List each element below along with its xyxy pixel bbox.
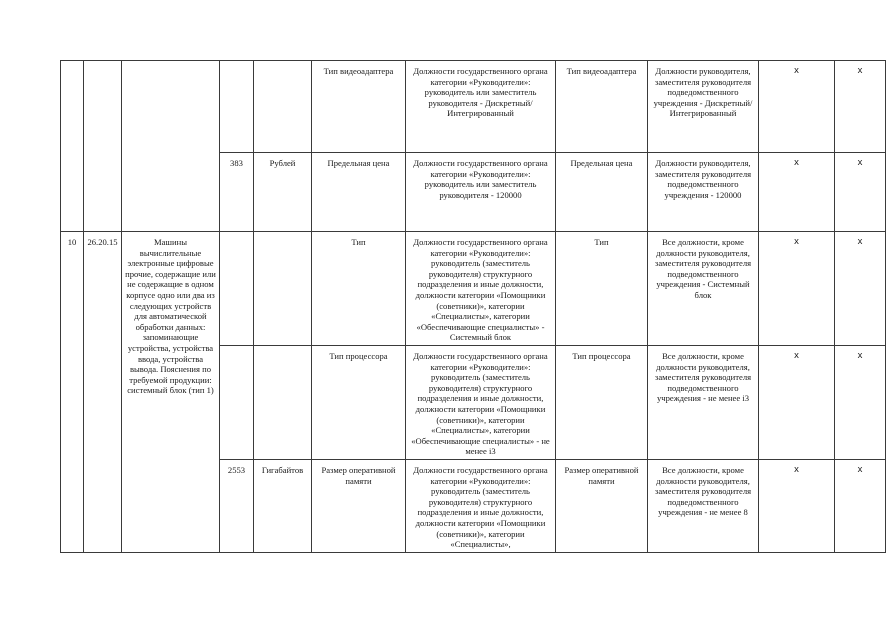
unit-name-cell: Гигабайтов — [254, 459, 312, 552]
value-cell: Должности государственного органа категории «Руководители»: руководитель (заместитель руководителя) структурного подразделения и иные должности, должности категории «Помощники (советники)», категории «Специалисты», категории «Обеспечивающие специалисты» - не менее i3 — [406, 345, 556, 459]
value-cell: Должности государственного органа категории «Руководители»: руководитель (заместитель руководителя) структурного подразделения и иные должности, должности категории «Помощники (советники)», категории «Специалисты», категории «Обеспечивающие специалисты» - Системный блок — [406, 232, 556, 346]
mark-cell: x — [835, 61, 886, 153]
table-row — [61, 232, 886, 346]
characteristic-cell: Размер оперативной памяти — [556, 459, 648, 552]
unit-name-cell — [254, 61, 312, 153]
mark-cell: x — [759, 232, 835, 346]
characteristic-cell: Тип — [312, 232, 406, 346]
unit-name-cell — [254, 232, 312, 346]
requirements-table — [60, 60, 886, 553]
value-cell: Должности государственного органа категории «Руководители»: руководитель (заместитель руководителя) структурного подразделения и иные должности, должности категории «Помощники (советники)», категории «Специалисты», — [406, 459, 556, 552]
characteristic-cell: Тип процессора — [312, 345, 406, 459]
unit-code-cell — [220, 61, 254, 153]
table-row — [61, 61, 886, 153]
name-cell: Машины вычислительные электронные цифровые прочие, содержащие или не содержащие в одном корпусе одно или два из следующих устройств для автоматической обработки данных: запоминающие устройства, устройства ввода, устройства вывода. Пояснения по требуемой продукции: системный блок (тип 1) — [122, 232, 220, 553]
code-cell — [84, 61, 122, 232]
code-cell: 26.20.15 — [84, 232, 122, 553]
characteristic-cell: Размер оперативной памяти — [312, 459, 406, 552]
mark-cell: x — [759, 459, 835, 552]
value-cell: Все должности, кроме должности руководителя, заместителя руководителя подведомственного учреждения - не менее 8 — [648, 459, 759, 552]
value-cell: Должности руководителя, заместителя руководителя подведомственного учреждения - 120000 — [648, 153, 759, 232]
mark-cell: x — [835, 459, 886, 552]
characteristic-cell: Тип видеоадаптера — [312, 61, 406, 153]
value-cell: Все должности, кроме должности руководителя, заместителя руководителя подведомственного учреждения - не менее i3 — [648, 345, 759, 459]
unit-code-cell — [220, 345, 254, 459]
characteristic-cell: Предельная цена — [556, 153, 648, 232]
unit-name-cell — [254, 345, 312, 459]
number-cell — [61, 61, 84, 232]
characteristic-cell: Тип видеоадаптера — [556, 61, 648, 153]
mark-cell: x — [759, 61, 835, 153]
number-cell: 10 — [61, 232, 84, 553]
characteristic-cell: Тип процессора — [556, 345, 648, 459]
value-cell: Все должности, кроме должности руководителя, заместителя руководителя подведомственного учреждения - Системный блок — [648, 232, 759, 346]
mark-cell: x — [835, 153, 886, 232]
characteristic-cell: Тип — [556, 232, 648, 346]
mark-cell: x — [759, 153, 835, 232]
value-cell: Должности государственного органа категории «Руководители»: руководитель или заместитель руководителя - 120000 — [406, 153, 556, 232]
unit-code-cell: 2553 — [220, 459, 254, 552]
unit-code-cell — [220, 232, 254, 346]
value-cell: Должности руководителя, заместителя руководителя подведомственного учреждения - Дискретный/Интегрированный — [648, 61, 759, 153]
mark-cell: x — [759, 345, 835, 459]
characteristic-cell: Предельная цена — [312, 153, 406, 232]
mark-cell: x — [835, 345, 886, 459]
value-cell: Должности государственного органа категории «Руководители»: руководитель или заместитель руководителя - Дискретный/Интегрированный — [406, 61, 556, 153]
unit-name-cell: Рублей — [254, 153, 312, 232]
unit-code-cell: 383 — [220, 153, 254, 232]
name-cell — [122, 61, 220, 232]
mark-cell: x — [835, 232, 886, 346]
